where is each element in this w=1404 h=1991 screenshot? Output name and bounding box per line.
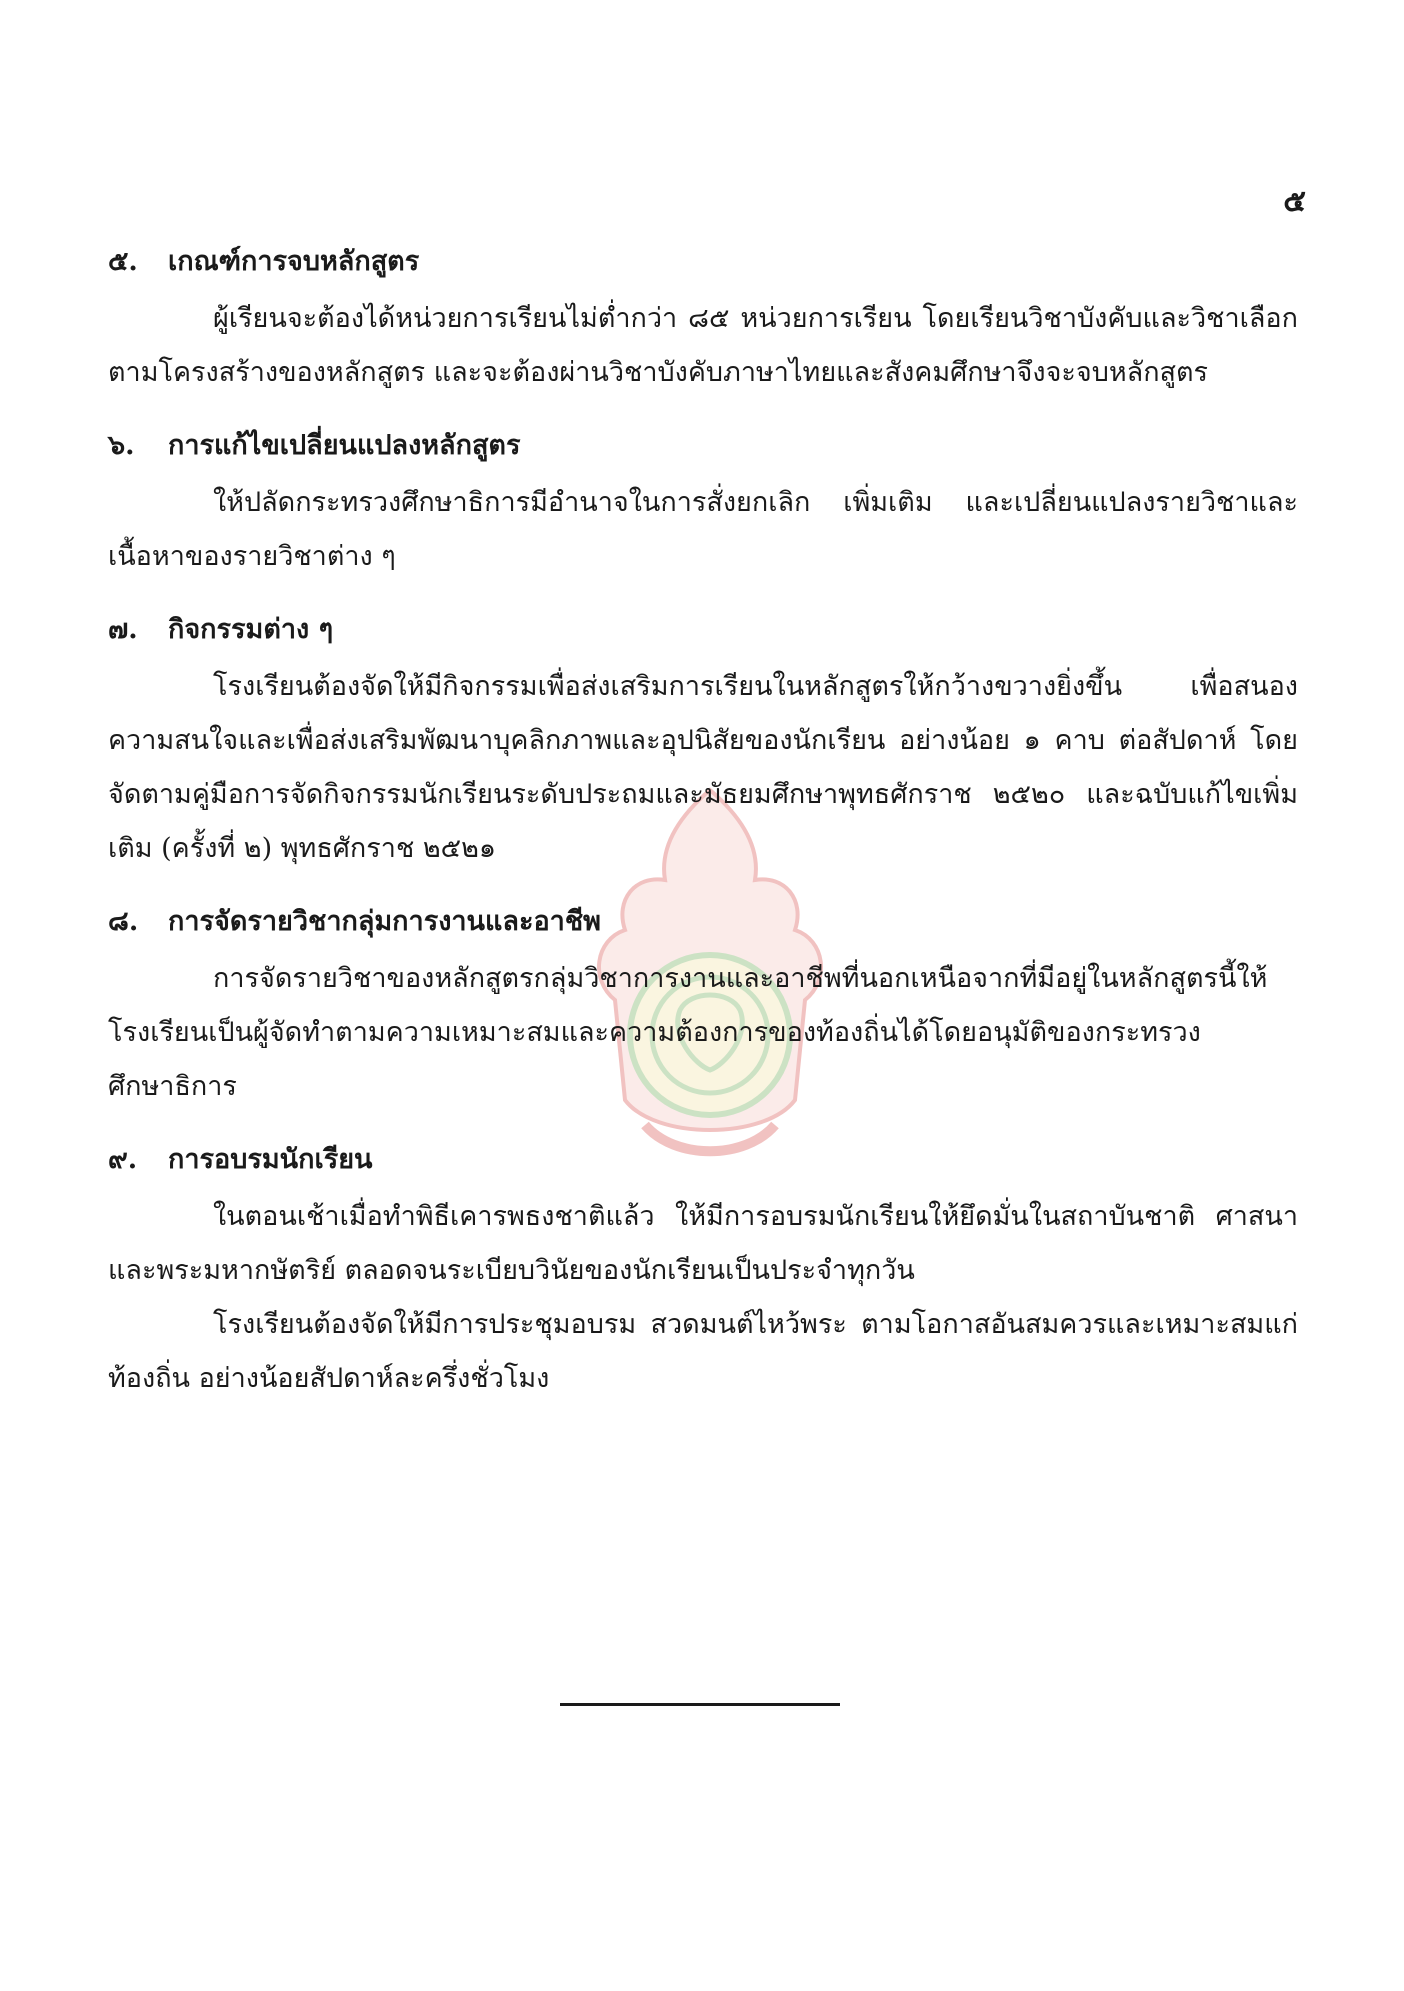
section-heading (108, 1136, 1298, 1184)
section-heading (108, 606, 1298, 654)
section-number: ๕. (108, 246, 138, 277)
section-title: การอบรมนักเรียน (168, 1144, 373, 1175)
paragraph: ผู้เรียนจะต้องได้หน่วยการเรียนไม่ต่ำกว่า ๘๕ หน่วยการเรียน โดยเรียนวิชาบังคับและวิชาเลือกตามโครงสร้างของหลักสูตร และจะต้องผ่านวิชาบังคับภาษาไทยและสังคมศึกษาจึงจะจบหลักสูตร (108, 303, 1298, 388)
paragraph: ให้ปลัดกระทรวงศึกษาธิการมีอำนาจในการสั่งยกเลิก เพิ่มเติม และเปลี่ยนแปลงรายวิชาและเนื้อหาของรายวิชาต่าง ๆ (108, 487, 1298, 572)
paragraph: โรงเรียนต้องจัดให้มีการประชุมอบรม สวดมนต์ไหว้พระ ตามโอกาสอันสมควรและเหมาะสมแก่ท้องถิ่น อย่างน้อยสัปดาห์ละครึ่งชั่วโมง (108, 1309, 1298, 1394)
section-number: ๘. (108, 906, 139, 937)
section-number: ๖. (108, 430, 135, 461)
section-heading (108, 238, 1298, 286)
section-number: ๙. (108, 1144, 138, 1175)
section-heading (108, 898, 1298, 946)
section-title: กิจกรรมต่าง ๆ (168, 614, 334, 645)
section-graduation-criteria (108, 238, 1298, 400)
paragraph: โรงเรียนต้องจัดให้มีกิจกรรมเพื่อส่งเสริมการเรียนในหลักสูตรให้กว้างขวางยิ่งขึ้น เพื่อสนองความสนใจและเพื่อส่งเสริมพัฒนาบุคลิกภาพและอุปนิสัยของนักเรียน อย่างน้อย ๑ คาบ ต่อสัปดาห์ โดยจัดตามคู่มือการจัดกิจกรรมนักเรียนระดับประถมและมัธยมศึกษาพุทธศักราช ๒๕๒๐ และฉบับแก้ไขเพิ่มเติม (ครั้งที่ ๒) พุทธศักราช ๒๕๒๑ (108, 671, 1298, 864)
section-activities (108, 606, 1298, 876)
section-student-training (108, 1136, 1298, 1406)
section-heading (108, 422, 1298, 470)
end-divider (560, 1703, 840, 1706)
document-body (108, 238, 1298, 1424)
paragraph: การจัดรายวิชาของหลักสูตรกลุ่มวิชาการงานและอาชีพที่นอกเหนือจากที่มีอยู่ในหลักสูตรนี้ให้โรงเรียนเป็นผู้จัดทำตามความเหมาะสมและความต้องการของท้องถิ่นได้โดยอนุมัติของกระทรวงศึกษาธิการ (108, 963, 1268, 1102)
section-curriculum-revision (108, 422, 1298, 584)
page-number: ๕ (1283, 184, 1306, 219)
section-title: การแก้ไขเปลี่ยนแปลงหลักสูตร (168, 430, 521, 461)
section-vocational-courses (108, 898, 1298, 1114)
paragraph: ในตอนเช้าเมื่อทำพิธีเคารพธงชาติแล้ว ให้มีการอบรมนักเรียนให้ยึดมั่นในสถาบันชาติ ศาสนา และพระมหากษัตริย์ ตลอดจนระเบียบวินัยของนักเรียนเป็นประจำทุกวัน (108, 1201, 1298, 1286)
section-number: ๗. (108, 614, 138, 645)
section-title: เกณฑ์การจบหลักสูตร (168, 246, 420, 277)
section-title: การจัดรายวิชากลุ่มการงานและอาชีพ (168, 906, 601, 937)
